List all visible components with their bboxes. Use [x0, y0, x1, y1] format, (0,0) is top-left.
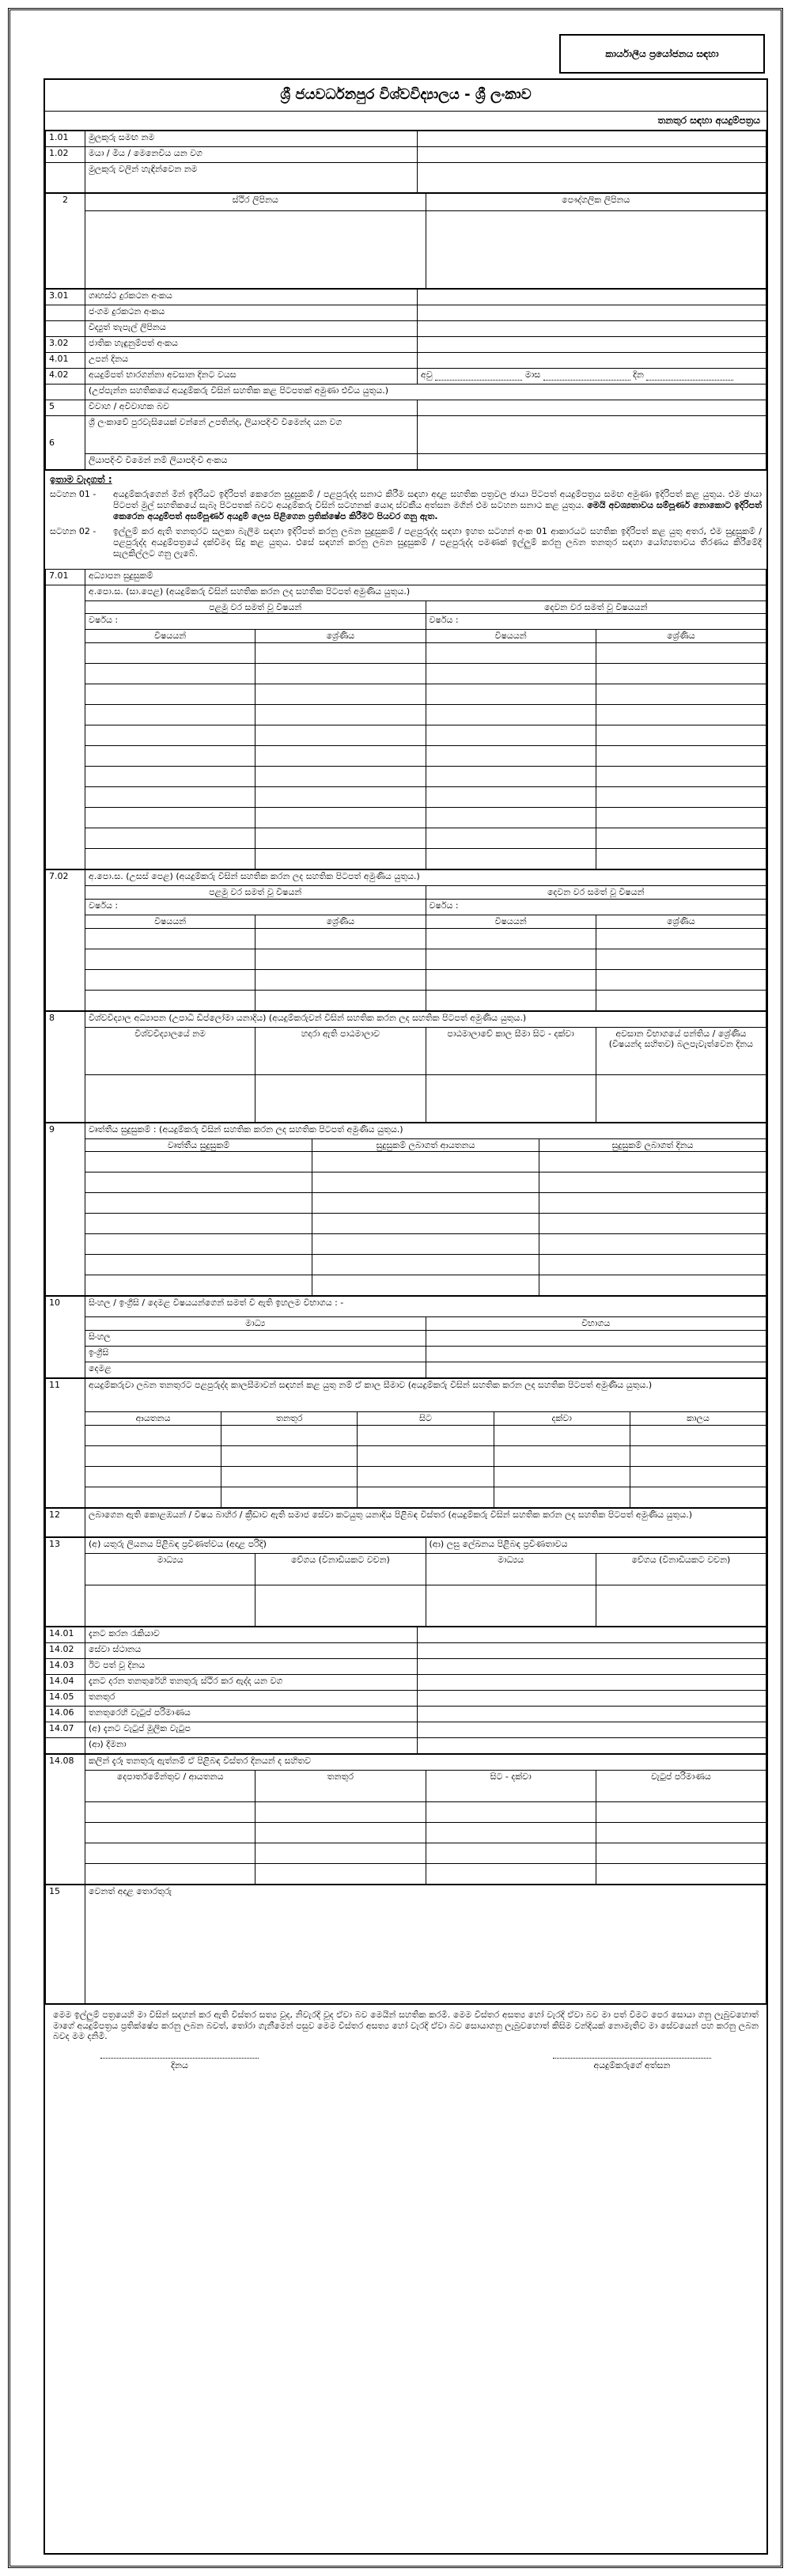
table-cell[interactable]: [255, 684, 426, 705]
row-number: 9: [46, 1123, 85, 1296]
al-second-attempt: දෙවන වර සමත් වූ විෂයන්: [426, 886, 766, 900]
table-cell[interactable]: [596, 1822, 766, 1843]
lang-sinhala: සිංහල: [85, 1331, 426, 1347]
table-cell[interactable]: [255, 1585, 426, 1626]
table-cell[interactable]: [494, 1466, 630, 1487]
current-job-field[interactable]: [418, 1627, 766, 1642]
table-cell[interactable]: [85, 1214, 312, 1234]
prev-col-department: දෙපාර්තමේන්තුව / ආයතනය: [85, 1770, 255, 1801]
basic-salary-field[interactable]: [418, 1722, 766, 1737]
table-cell[interactable]: [85, 1801, 255, 1822]
table-cell[interactable]: [596, 828, 766, 849]
lang-title: සිංහල / ඉංග්‍රීසි / දෙමළ විෂයයන්ගෙන් සමත් වී ඇති ඉහලම විභාගය : -: [85, 1297, 766, 1317]
table-cell[interactable]: [596, 1801, 766, 1822]
row-number: 4.02: [46, 369, 85, 385]
degree-col-course: හදාරා ඇති පාඨමාලාව: [255, 1027, 426, 1074]
table-cell[interactable]: [426, 1863, 596, 1884]
notes-title: ඉතාම වැදගත් :: [50, 474, 112, 485]
permanent-address-field[interactable]: [85, 211, 426, 289]
table-cell[interactable]: [426, 828, 596, 849]
subject-header: විෂයයන්: [426, 915, 596, 928]
table-cell[interactable]: [596, 969, 766, 990]
signature-line: අයදුම්කරුගේ අත්සන: [553, 2058, 711, 2071]
table-cell[interactable]: [85, 643, 255, 664]
table-cell[interactable]: [255, 767, 426, 787]
prev-title: කලින් දැරූ තනතුරු ඇත්නම් ඒ පිළිබඳ විස්තර දිනයන් ද සහිතව: [85, 1754, 766, 1770]
note-1-bold: මෙයි අවශ්‍යතාවය සම්පූර්ණ නොකොට ඉදිරිපත් කෙරෙන අයදුම්පත් අසම්පූර්ණ අයදුම් ලෙස පිළිගෙන ප්‍රතික්ෂේප කිරීමට පියවර ගනු ඇත.: [113, 499, 762, 521]
office-use-box: [559, 34, 765, 74]
table-cell[interactable]: [596, 684, 766, 705]
post-field[interactable]: [418, 1690, 766, 1706]
row-number: 14.05: [46, 1690, 85, 1706]
personal-address-field[interactable]: [426, 211, 766, 289]
row-number: 3.01: [46, 290, 85, 305]
exp-col-institute: ආයතනය: [85, 1412, 221, 1426]
table-cell[interactable]: [255, 1074, 426, 1122]
table-cell[interactable]: [85, 787, 255, 808]
grade-header: ශ්‍රේණිය: [255, 630, 426, 643]
table-cell[interactable]: [426, 990, 596, 1010]
row-number: 14.02: [46, 1642, 85, 1658]
subject-header: විෂයයන්: [85, 630, 255, 643]
table-cell[interactable]: [85, 808, 255, 828]
age-field[interactable]: [418, 369, 766, 385]
table-cell[interactable]: [494, 1425, 630, 1445]
lang-tamil: දෙමළ: [85, 1362, 426, 1378]
personal-details-table: [45, 131, 766, 193]
lang-col-exam: විභාගය: [426, 1317, 766, 1331]
table-cell[interactable]: [596, 1074, 766, 1122]
exp-col-from: සිට: [358, 1412, 494, 1426]
personal-address-label: පෞද්ගලික ලිපිනය: [426, 194, 766, 211]
table-cell[interactable]: [539, 1152, 766, 1172]
row-number: [46, 321, 85, 337]
date-line: දිනය: [100, 2058, 259, 2071]
email-field[interactable]: [418, 321, 766, 337]
table-cell[interactable]: [255, 808, 426, 828]
degree-col-university: විශ්වවිද්‍යාලයේ නම: [85, 1027, 255, 1074]
salary-scale-label: තනතුරෙහි වැටුප් පරිමාණය: [85, 1706, 418, 1722]
table-cell[interactable]: [255, 1843, 426, 1863]
language-table: [45, 1296, 766, 1378]
typing-medium-header: මාධ්‍යය: [85, 1553, 255, 1585]
table-cell[interactable]: [255, 705, 426, 725]
table-cell[interactable]: [596, 767, 766, 787]
lang-col-medium: මාධ්‍ය: [85, 1317, 426, 1331]
table-cell[interactable]: [85, 1193, 312, 1214]
table-cell[interactable]: [539, 1234, 766, 1255]
edu-title: අධ්‍යාපන සුදුසුකම්: [85, 569, 766, 585]
allowances-label: (ආ) දීමනා: [85, 1737, 418, 1753]
table-cell[interactable]: [358, 1487, 494, 1507]
table-cell[interactable]: [596, 808, 766, 828]
exp-col-post: තනතුර: [221, 1412, 358, 1426]
table-cell[interactable]: [85, 928, 255, 949]
table-cell[interactable]: [221, 1445, 358, 1466]
extra-activities-label: ලබාගෙන ඇති කොළඹයන් / විෂය බාහිර / ක්‍රීඩාව ඇති සමාජ සේවා කටයුතු යනාදිය පිළිබඳ විස්තර (අයදුම්කරු විසින් සහතික කරන ලද සහතික පිටපත් අමුණිය යුතුය.): [85, 1508, 766, 1536]
row-number: 10: [46, 1297, 85, 1378]
table-cell[interactable]: [426, 725, 596, 746]
table-cell[interactable]: [85, 1172, 312, 1193]
table-cell[interactable]: [426, 808, 596, 828]
table-cell[interactable]: [221, 1487, 358, 1507]
dob-field[interactable]: [418, 353, 766, 369]
office-use-label: කාර්යාලීය ප්‍රයෝජනය සඳහා: [605, 47, 719, 59]
prof-col-institute: සුදුසුකම් ලබාගත් ආයතනය: [312, 1138, 539, 1152]
note-2-label: සටහන 02 -: [50, 526, 97, 537]
declaration-text: මෙම ඉල්ලුම් පත්‍රයෙහි මා විසින් සදහන් කර ඇති විස්තර සත්‍ය වූද, නිවැරදි වූද ඒවා බව මෙයින් සහතික කරමි. මෙම විස්තර අසත්‍ය හෝ වැරදි ඒවා බව මා පත් වීමට පෙර සොයා ගනු ලැබුවහොත් මාගේ අයදුම්පත්‍රය ප්‍රතික්ෂේප කරනු ලබන බවත්, තෝරා ගැනීමෙන් පසුව මෙම විස්තර අසත්‍ය හෝ වැරදි ඒවා බව සොයාගනු ලැබුවහොත් කිසිම වන්දියක් නොමැතිව මා සේවයෙන් පහ කරනු ලබන බවද මම දනිමි.: [53, 2009, 759, 2042]
table-cell[interactable]: [85, 1863, 255, 1884]
civil-status-field[interactable]: [418, 400, 766, 416]
table-cell[interactable]: [426, 1822, 596, 1843]
row-number: 15: [46, 1885, 85, 2003]
table-cell[interactable]: [358, 1425, 494, 1445]
typing-table: [45, 1537, 766, 1627]
ol-second-attempt: දෙවන වර සමත් වූ විෂයයන්: [426, 600, 766, 614]
current-job-label: දැනට කරන රැකියාව: [85, 1627, 418, 1642]
table-cell[interactable]: [596, 705, 766, 725]
page-border: [8, 8, 783, 2568]
table-cell[interactable]: [85, 1275, 312, 1296]
nic-field[interactable]: [418, 337, 766, 353]
typing-speed-header: වේගය (විනාඩියකට වචන): [255, 1553, 426, 1585]
civil-status-label: විවාහ / අවිවාහක බව: [85, 400, 418, 416]
address-table: [45, 193, 766, 289]
table-cell[interactable]: [358, 1466, 494, 1487]
birth-cert-note: (උප්පැන්න සහතිකයේ අයදුම්කරු විසින් සහතික කළ පිටපතක් අමුණා එවිය යුතුය.): [85, 385, 766, 400]
prev-col-post: තනතුර: [255, 1770, 426, 1801]
table-cell[interactable]: [85, 1152, 312, 1172]
table-cell[interactable]: [255, 725, 426, 746]
home-phone-label: ගෘහස්ථ දුරකථන අංකය: [85, 290, 418, 305]
shorthand-speed-header: වේගය (විනාඩියකට වචන): [596, 1553, 766, 1585]
permanent-address-label: ස්ථිර ලිපිනය: [85, 194, 426, 211]
prof-col-date: සුදුසුකම් ලබාගත් දිනය: [539, 1138, 766, 1152]
table-cell[interactable]: [85, 1445, 221, 1466]
table-cell[interactable]: [426, 705, 596, 725]
note-1-label: සටහන 01 -: [50, 489, 97, 499]
salary-scale-field[interactable]: [418, 1706, 766, 1722]
row-number: 2: [46, 194, 85, 289]
prev-col-salary: වැටුප් පරිමාණය: [596, 1770, 766, 1801]
table-cell[interactable]: [85, 1822, 255, 1843]
table-cell[interactable]: [596, 1863, 766, 1884]
table-cell[interactable]: [596, 1843, 766, 1863]
title-label: මයා / මිය / මෙනෙවිය යන වග: [85, 147, 418, 163]
table-cell[interactable]: [255, 1863, 426, 1884]
basic-salary-label: (අ) දැනට වැටුප් මූලික වැටුප: [85, 1722, 418, 1737]
table-cell[interactable]: [85, 1843, 255, 1863]
registration-no-label: ලියාපදිංචි වීමෙන් නම් ලියාපදිංචි අංකය: [85, 454, 418, 470]
prof-col-qualification: වෘත්තීය සුදුසුකම්: [85, 1138, 312, 1152]
typing-label: (අ) යතුරු ලියනය පිළිබඳ ප්‍රවීණත්වය (අදාළ පරිදි): [85, 1537, 426, 1553]
note-1-text: අයදුම්කරුගෙන් මින් ඉදිරියට ඉදිරිපත් කෙරෙන සුදුසුකම් / පළපුරුද්ද සනාථ කිරීම සඳහා අදාළ සහතික පත්‍රවල ඡායා පිටපත් අයදුම්පත්‍රය සමඟ අමුණා ඉදිරිපත් කළ යුතුය. එම ඡායා පිටපත් මුල් සහතිකයේ සැබෑ පිටපතක් බවට අයදුම්කරු විසින් සටහනක් යොදා ස්වකීය අත්සන මගින් එම සටහන සනාථ කළ යුතුය.: [113, 489, 762, 510]
table-cell[interactable]: [426, 949, 596, 969]
row-number: 14.04: [46, 1674, 85, 1690]
table-cell[interactable]: [596, 990, 766, 1010]
row-number: 14.07: [46, 1722, 85, 1737]
row-number: [46, 1737, 85, 1753]
years-label: අවු: [421, 369, 433, 380]
row-number: 1.02: [46, 147, 85, 163]
al-title: අ.පො.ස. (උසස් පෙළ) (අයදුම්කරු විසින් සහතික කරන ලද සහතික පිටපත් අමුණිය යුතුය.): [85, 870, 766, 886]
table-cell[interactable]: [426, 928, 596, 949]
table-cell[interactable]: [539, 1255, 766, 1275]
workplace-label: සේවා ස්ථානය: [85, 1642, 418, 1658]
table-cell[interactable]: [494, 1487, 630, 1507]
important-notes: [45, 470, 766, 569]
table-cell[interactable]: [426, 643, 596, 664]
exp-col-period: කාලය: [630, 1412, 766, 1426]
table-cell[interactable]: [255, 643, 426, 664]
degree-col-period: පාඨමාලාවේ කාල සීමා සිට - දක්වා: [426, 1027, 596, 1074]
table-cell[interactable]: [85, 705, 255, 725]
table-cell[interactable]: [255, 746, 426, 767]
mobile-phone-label: ජංගම දුරකථන අංකය: [85, 305, 418, 321]
table-cell[interactable]: [255, 664, 426, 684]
table-cell[interactable]: [426, 1074, 596, 1122]
table-cell[interactable]: [255, 787, 426, 808]
extra-activities-table: [45, 1508, 766, 1537]
degree-table: [45, 1011, 766, 1123]
row-number: 8: [46, 1011, 85, 1122]
other-info-table: [45, 1885, 766, 2004]
row-number: 6: [46, 416, 85, 470]
grade-header: ශ්‍රේණිය: [596, 915, 766, 928]
grade-header: ශ්‍රේණිය: [255, 915, 426, 928]
lang-english: ඉංග්‍රීසි: [85, 1347, 426, 1362]
table-cell[interactable]: [312, 1255, 539, 1275]
table-cell[interactable]: [596, 849, 766, 869]
row-number: 1.01: [46, 131, 85, 147]
confirmed-field[interactable]: [418, 1674, 766, 1690]
table-cell[interactable]: [426, 1585, 596, 1626]
table-cell[interactable]: [85, 684, 255, 705]
table-cell[interactable]: [596, 725, 766, 746]
table-cell[interactable]: [539, 1275, 766, 1296]
table-cell[interactable]: [255, 969, 426, 990]
subject-header: විෂයයන්: [426, 630, 596, 643]
row-number: 4.01: [46, 353, 85, 369]
table-cell[interactable]: [85, 1074, 255, 1122]
row-number: 7.01: [46, 569, 85, 585]
age-label: අයදුම්පත් භාරගන්නා අවසාන දිනට වයස: [85, 369, 418, 385]
table-cell[interactable]: [426, 787, 596, 808]
note-2-text: ඉල්ලුම් කර ඇති තනතුරට සලකා බැලීම සඳහා ඉදිරිපත් කරනු ලබන සුදුසුකම් / පළපුරුද්ද සඳහා ඉහත සටහන් අංක 01 ආකාරයට සහතික ඉදිරිපත් කළ යුතු අතර, එම සුදුසුකම් / පළපුරුද්ද අයදුම්පත්‍රයේ දක්වීමද සිදු කළ යුතුය. එසේ සඳහන් කරනු ලබන සුදුසුකම් / පළපුරුද්ද පමණක් ඉල්ලුම් කරනු ලබන තනතුර සඳහා යෝග්‍යතාවය තීරණය කිරීමේදී සැලකිල්ලට ගනු ලැබේ.: [113, 526, 762, 559]
table-cell[interactable]: [85, 990, 255, 1010]
shorthand-label: (ආ) ලඝු ලේඛනය පිළිබඳ ප්‍රවීණතාවය: [426, 1537, 766, 1553]
declaration: [45, 2004, 766, 2099]
ol-year-2[interactable]: වර්ෂය :: [426, 614, 766, 630]
table-cell[interactable]: [426, 746, 596, 767]
days-label: දින: [633, 369, 644, 380]
row-number: 14.01: [46, 1627, 85, 1642]
table-cell[interactable]: [255, 928, 426, 949]
table-cell[interactable]: [596, 746, 766, 767]
table-cell[interactable]: [85, 949, 255, 969]
lang-english-field[interactable]: [426, 1347, 766, 1362]
grade-header: ශ්‍රේණිය: [596, 630, 766, 643]
table-cell[interactable]: [255, 1822, 426, 1843]
table-cell[interactable]: [596, 949, 766, 969]
table-cell[interactable]: [358, 1445, 494, 1466]
table-cell[interactable]: [426, 664, 596, 684]
row-number: [46, 305, 85, 321]
table-cell[interactable]: [85, 725, 255, 746]
dob-label: උපන් දිනය: [85, 353, 418, 369]
appointment-date-field[interactable]: [418, 1658, 766, 1674]
citizenship-label: ශ්‍රී ලංකාවේ පුරවැසියෙක් වන්නේ උපතින්ද, ලියාපදිංචි වීමෙන්ද යන වග: [85, 416, 418, 454]
table-cell[interactable]: [85, 664, 255, 684]
table-cell[interactable]: [312, 1152, 539, 1172]
previous-posts-table: [45, 1754, 766, 1885]
table-cell[interactable]: [539, 1214, 766, 1234]
al-first-attempt: පළමු වර සමත් වූ විෂයන්: [85, 886, 426, 900]
table-cell[interactable]: [426, 969, 596, 990]
post-label: තනතුර: [85, 1690, 418, 1706]
row-number: 5: [46, 400, 85, 416]
table-cell[interactable]: [596, 928, 766, 949]
university-title: ශ්‍රී ජයවර්ධනපුර විශ්වවිද්‍යාලය - ශ්‍රී ලංකාව: [45, 80, 766, 112]
row-number: 12: [46, 1508, 85, 1536]
row-number: 11: [46, 1379, 85, 1508]
table-cell[interactable]: [596, 787, 766, 808]
exp-col-to: දක්වා: [494, 1412, 630, 1426]
table-cell[interactable]: [255, 828, 426, 849]
table-cell[interactable]: [630, 1466, 766, 1487]
table-cell[interactable]: [85, 767, 255, 787]
row-number: 14.06: [46, 1706, 85, 1722]
professional-table: [45, 1123, 766, 1297]
lang-tamil-field[interactable]: [426, 1362, 766, 1378]
confirmed-label: දැනට දරන තනතුරේහි තනතුරු ස්ථිර කර ඇද්ද යන වග: [85, 1674, 418, 1690]
al-table: [45, 869, 766, 1011]
table-cell[interactable]: [630, 1445, 766, 1466]
lang-sinhala-field[interactable]: [426, 1331, 766, 1347]
full-name-label: මුලකුරු සමඟ නම: [85, 131, 418, 147]
table-cell[interactable]: [596, 664, 766, 684]
table-cell[interactable]: [85, 1487, 221, 1507]
al-year-2[interactable]: වර්ෂය :: [426, 899, 766, 915]
table-cell[interactable]: [85, 1585, 255, 1626]
nic-label: ජාතික හැඳුනුම්පත් අංකය: [85, 337, 418, 353]
table-cell[interactable]: [426, 1801, 596, 1822]
appointment-date-label: ඊට පත් වූ දිනය: [85, 1658, 418, 1674]
table-cell[interactable]: [630, 1425, 766, 1445]
prev-col-period: සිට - දක්වා: [426, 1770, 596, 1801]
ol-title: අ.පො.ස. (සා.පෙළ) (අයදුම්කරු විසින් සහතික කරන ලද සහතික පිටපත් අමුණිය යුතුය.): [85, 585, 766, 600]
workplace-field[interactable]: [418, 1642, 766, 1658]
table-cell[interactable]: [85, 746, 255, 767]
row-number: 14.08: [46, 1754, 85, 1884]
mobile-phone-field[interactable]: [418, 305, 766, 321]
citizenship-field[interactable]: [418, 416, 766, 454]
application-form: [44, 78, 768, 2555]
table-cell[interactable]: [312, 1234, 539, 1255]
ol-first-attempt: පළමු වර සමත් වූ විෂයන්: [85, 600, 426, 614]
other-info-field[interactable]: [85, 1885, 766, 2003]
table-cell[interactable]: [85, 1466, 221, 1487]
table-cell[interactable]: [426, 767, 596, 787]
table-cell[interactable]: [85, 1425, 221, 1445]
table-cell[interactable]: [255, 949, 426, 969]
table-cell[interactable]: [426, 1843, 596, 1863]
service-table: [45, 1627, 766, 1754]
row-number: 13: [46, 1537, 85, 1626]
table-cell[interactable]: [221, 1425, 358, 1445]
table-cell[interactable]: [312, 1214, 539, 1234]
exp-title: අයදුම්කරුවා ලබන තනතුරට පළපුරුද්ද කාලසීමාවන් සඳහන් කළ යුතු නම් ඒ කාල සීමාව (අයදුම්කරු විසින් සහතික කරන ලද සහතික පිටපත් අමුණිය යුතුය.): [85, 1379, 766, 1412]
table-cell[interactable]: [494, 1445, 630, 1466]
degree-col-class: අවසාන විභාගයේ පන්තිය / ශ්‍රේණිය (විෂයන්ද සහිතව) බලපැවැත්වෙන දිනය: [596, 1027, 766, 1074]
other-info-label: වෙනත් අදාළ තොරතුරු: [89, 1885, 172, 1896]
table-cell[interactable]: [255, 1801, 426, 1822]
row-number: 14.03: [46, 1658, 85, 1674]
table-cell[interactable]: [85, 1255, 312, 1275]
table-cell[interactable]: [221, 1466, 358, 1487]
table-cell[interactable]: [596, 643, 766, 664]
prof-title: වෘත්තීය සුදුසුකම් : (අයදුම්කරු විසින් සහතික කරන ලද සහතික පිටපත් අමුණිය යුතුය.): [85, 1123, 766, 1138]
ol-year-1[interactable]: වර්ෂය :: [85, 614, 426, 630]
al-year-1[interactable]: වර්ෂය :: [85, 899, 426, 915]
table-cell[interactable]: [85, 828, 255, 849]
contact-table: [45, 289, 766, 470]
row-number: 7.02: [46, 870, 85, 1011]
full-name-field[interactable]: [418, 131, 766, 147]
table-cell[interactable]: [85, 849, 255, 869]
table-cell[interactable]: [312, 1275, 539, 1296]
degree-title: විශ්වවිද්‍යාල අධ්‍යාපන (උපාධි ඩිප්ලෝමා යනාදිය) (අයදුම්කරුවන් විසින් සහතික කරන ලද සහතික පිටපත් අමුණිය යුතුය.): [85, 1011, 766, 1027]
table-cell[interactable]: [85, 1234, 312, 1255]
table-cell[interactable]: [312, 1172, 539, 1193]
title-field[interactable]: [418, 147, 766, 163]
shorthand-medium-header: මාධ්‍යය: [426, 1553, 596, 1585]
table-cell[interactable]: [539, 1172, 766, 1193]
registration-no-field[interactable]: [418, 454, 766, 470]
form-title: තනතුර සඳහා අයදුම්පත්‍රය: [45, 112, 766, 131]
table-cell[interactable]: [255, 990, 426, 1010]
table-cell[interactable]: [426, 684, 596, 705]
initials-name-field[interactable]: [418, 163, 766, 193]
subject-header: විෂයයන්: [85, 915, 255, 928]
table-cell[interactable]: [255, 849, 426, 869]
table-cell[interactable]: [426, 849, 596, 869]
row-number: 3.02: [46, 337, 85, 353]
table-cell[interactable]: [85, 969, 255, 990]
table-cell[interactable]: [596, 1585, 766, 1626]
email-label: විද්‍යුත් තැපැල් ලිපිනය: [85, 321, 418, 337]
experience-table: [45, 1378, 766, 1508]
row-number: [46, 163, 85, 193]
months-label: මාස: [524, 369, 541, 380]
home-phone-field[interactable]: [418, 290, 766, 305]
ol-table: [45, 569, 766, 870]
table-cell[interactable]: [539, 1193, 766, 1214]
table-cell[interactable]: [312, 1193, 539, 1214]
initials-name-label: මුලකුරු වලින් හැඳින්වෙන නම: [85, 163, 418, 193]
table-cell[interactable]: [630, 1487, 766, 1507]
allowances-field[interactable]: [418, 1737, 766, 1753]
